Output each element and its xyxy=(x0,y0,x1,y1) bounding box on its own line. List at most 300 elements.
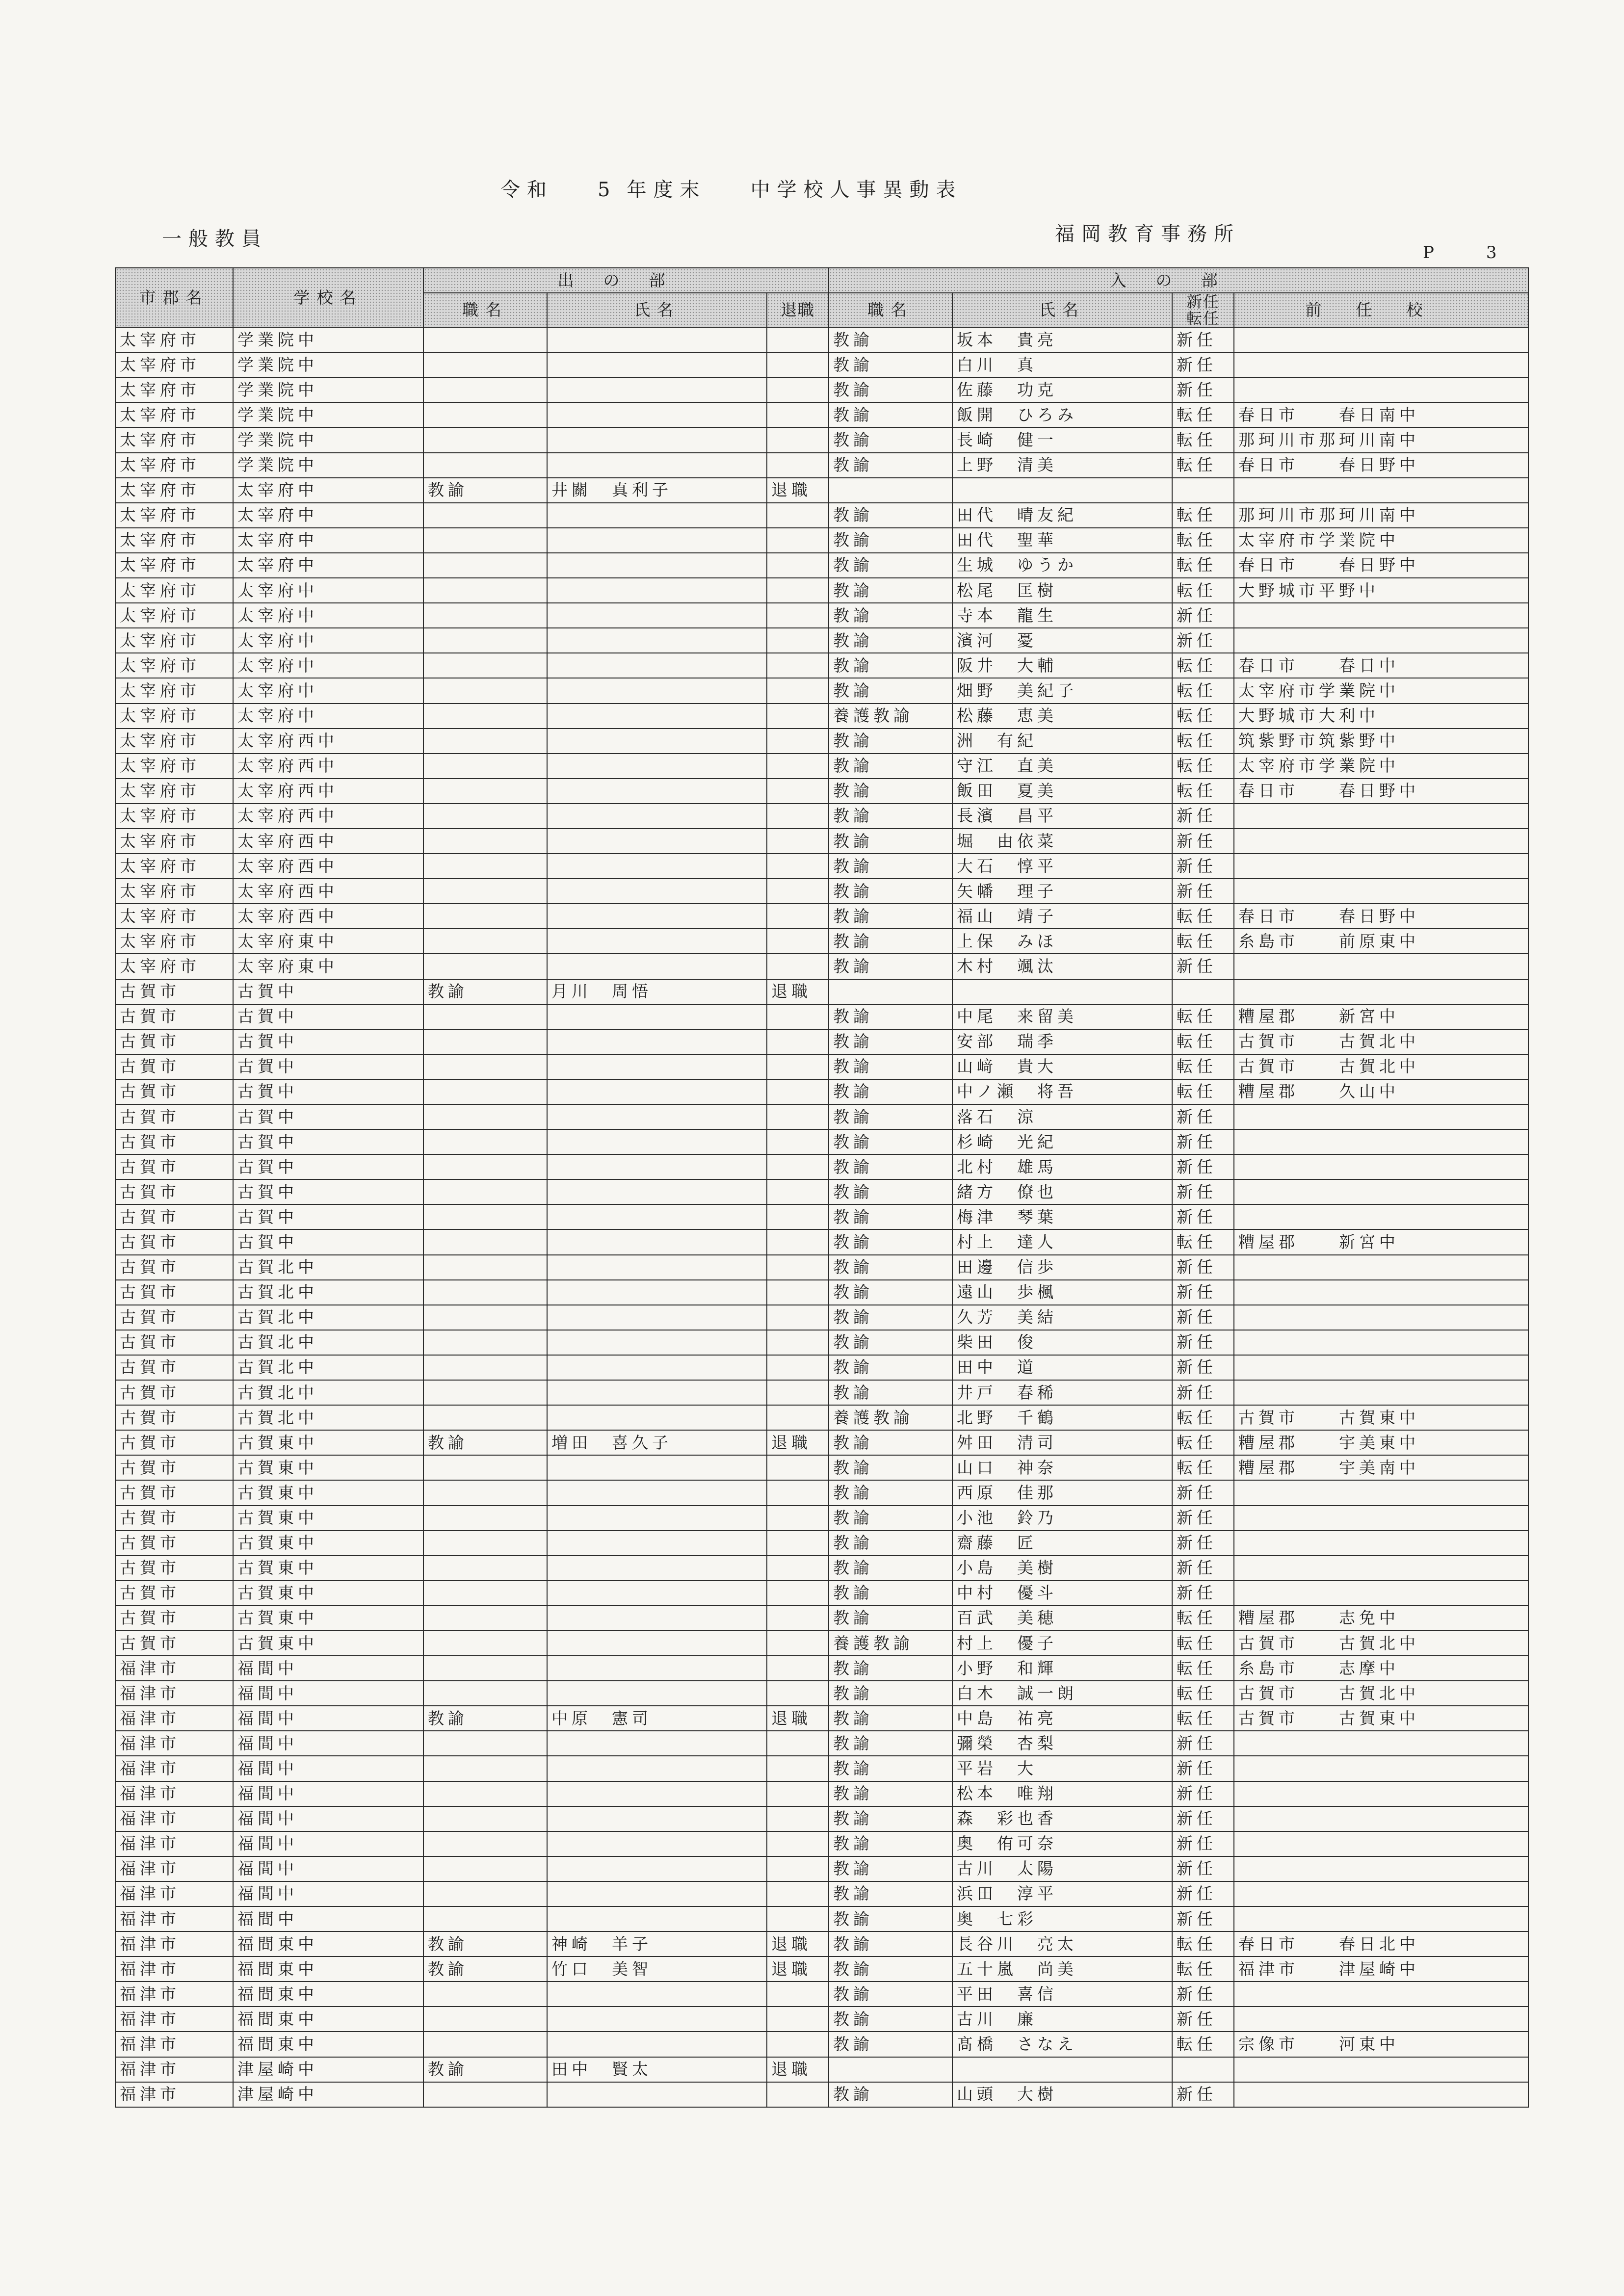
out-position-cell xyxy=(423,1606,547,1631)
out-position-cell xyxy=(423,1079,547,1104)
table-row xyxy=(115,804,1528,829)
table-row xyxy=(115,904,1528,929)
out-name-cell xyxy=(547,1856,767,1881)
school-cell: 太宰府中 xyxy=(233,553,423,578)
in-position-cell: 教諭 xyxy=(829,1506,952,1531)
out-retire-cell xyxy=(767,1581,829,1606)
city-cell: 太宰府市 xyxy=(115,427,233,452)
out-retire-cell: 退職 xyxy=(767,1430,829,1455)
city-cell: 福津市 xyxy=(115,1806,233,1831)
out-name-cell xyxy=(547,1280,767,1305)
out-retire-cell xyxy=(767,1405,829,1430)
in-type-cell: 新任 xyxy=(1172,1380,1234,1405)
school-cell: 古賀東中 xyxy=(233,1606,423,1631)
table-row xyxy=(115,1129,1528,1154)
city-cell: 福津市 xyxy=(115,2007,233,2032)
table-row xyxy=(115,1506,1528,1531)
out-position-cell xyxy=(423,1831,547,1856)
document-title xyxy=(500,174,1187,202)
out-retire-cell xyxy=(767,2007,829,2032)
in-name-cell: 寺本 龍生 xyxy=(952,603,1172,628)
in-type-cell: 新任 xyxy=(1172,1982,1234,2007)
school-cell: 太宰府西中 xyxy=(233,904,423,929)
out-name-cell xyxy=(547,1531,767,1556)
out-name-cell xyxy=(547,1355,767,1380)
out-retire-cell xyxy=(767,603,829,628)
in-type-cell: 新任 xyxy=(1172,1305,1234,1330)
out-position-cell xyxy=(423,729,547,754)
in-name-cell: 古川 太陽 xyxy=(952,1856,1172,1881)
school-cell: 福間東中 xyxy=(233,1957,423,1982)
school-cell: 太宰府中 xyxy=(233,653,423,678)
out-position-cell xyxy=(423,1906,547,1931)
out-name-cell xyxy=(547,678,767,703)
prev-school-cell xyxy=(1234,1255,1528,1280)
out-position-cell xyxy=(423,1330,547,1355)
city-cell: 福津市 xyxy=(115,1731,233,1756)
out-retire-cell xyxy=(767,427,829,452)
prev-school-cell xyxy=(1234,1355,1528,1380)
out-name-cell xyxy=(547,1681,767,1706)
out-position-cell xyxy=(423,1154,547,1179)
out-name-cell: 中原 憲司 xyxy=(547,1706,767,1731)
out-name-cell xyxy=(547,929,767,954)
out-position-cell: 教諭 xyxy=(423,1430,547,1455)
city-cell: 古賀市 xyxy=(115,979,233,1004)
school-cell: 太宰府中 xyxy=(233,478,423,503)
table-body xyxy=(115,327,1528,2107)
col-in-name-header: 氏名 xyxy=(952,293,1172,327)
city-cell: 古賀市 xyxy=(115,1581,233,1606)
in-name-cell: 堀 由依菜 xyxy=(952,829,1172,854)
city-cell: 太宰府市 xyxy=(115,453,233,478)
col-school-header: 学校名 xyxy=(233,268,423,327)
school-cell: 古賀北中 xyxy=(233,1255,423,1280)
out-position-cell: 教諭 xyxy=(423,2057,547,2082)
school-cell: 福間東中 xyxy=(233,1982,423,2007)
out-retire-cell xyxy=(767,327,829,352)
out-retire-cell xyxy=(767,1255,829,1280)
in-name-cell: 松尾 匡樹 xyxy=(952,578,1172,603)
out-retire-cell xyxy=(767,653,829,678)
school-cell: 太宰府中 xyxy=(233,603,423,628)
prev-school-cell: 春日市 春日野中 xyxy=(1234,453,1528,478)
city-cell: 古賀市 xyxy=(115,1556,233,1581)
in-type-cell: 新任 xyxy=(1172,1831,1234,1856)
table-row xyxy=(115,829,1528,854)
out-name-cell xyxy=(547,854,767,879)
out-position-cell xyxy=(423,2007,547,2032)
school-cell: 古賀中 xyxy=(233,1204,423,1229)
school-cell: 福間東中 xyxy=(233,2007,423,2032)
in-position-cell: 養護教諭 xyxy=(829,1405,952,1430)
out-retire-cell xyxy=(767,929,829,954)
city-cell: 古賀市 xyxy=(115,1154,233,1179)
prev-school-cell xyxy=(1234,1806,1528,1831)
in-position-cell: 教諭 xyxy=(829,1706,952,1731)
in-type-cell: 転任 xyxy=(1172,754,1234,779)
city-cell: 福津市 xyxy=(115,1982,233,2007)
in-type-cell: 新任 xyxy=(1172,1881,1234,1906)
in-type-cell: 新任 xyxy=(1172,1154,1234,1179)
in-name-cell: 平岩 大 xyxy=(952,1756,1172,1781)
school-cell: 福間中 xyxy=(233,1756,423,1781)
in-type-cell: 新任 xyxy=(1172,377,1234,402)
prev-school-cell xyxy=(1234,628,1528,653)
in-type-cell: 転任 xyxy=(1172,503,1234,528)
in-position-cell: 教諭 xyxy=(829,1380,952,1405)
prev-school-cell: 太宰府市学業院中 xyxy=(1234,754,1528,779)
out-retire-cell xyxy=(767,754,829,779)
out-name-cell xyxy=(547,578,767,603)
out-retire-cell xyxy=(767,1455,829,1480)
col-in-position-header: 職名 xyxy=(829,293,952,327)
city-cell: 福津市 xyxy=(115,2057,233,2082)
in-type-cell: 転任 xyxy=(1172,1455,1234,1480)
prev-school-cell xyxy=(1234,478,1528,503)
out-position-cell: 教諭 xyxy=(423,979,547,1004)
school-cell: 福間中 xyxy=(233,1906,423,1931)
prev-school-cell: 春日市 春日北中 xyxy=(1234,1931,1528,1957)
in-type-cell: 転任 xyxy=(1172,427,1234,452)
in-name-cell: 大石 惇平 xyxy=(952,854,1172,879)
out-retire-cell xyxy=(767,879,829,904)
city-cell: 太宰府市 xyxy=(115,628,233,653)
school-cell: 古賀中 xyxy=(233,979,423,1004)
city-cell: 福津市 xyxy=(115,1781,233,1806)
out-position-cell xyxy=(423,1781,547,1806)
prev-school-cell xyxy=(1234,1380,1528,1405)
prev-school-cell xyxy=(1234,2082,1528,2107)
prev-school-cell xyxy=(1234,954,1528,979)
out-retire-cell xyxy=(767,503,829,528)
in-position-cell: 教諭 xyxy=(829,1029,952,1054)
in-position-cell: 教諭 xyxy=(829,603,952,628)
table-row xyxy=(115,1706,1528,1731)
in-name-cell: 柴田 俊 xyxy=(952,1330,1172,1355)
out-position-cell xyxy=(423,1129,547,1154)
table-row xyxy=(115,1931,1528,1957)
out-retire-cell xyxy=(767,829,829,854)
city-cell: 古賀市 xyxy=(115,1179,233,1204)
table-row xyxy=(115,1154,1528,1179)
school-cell: 古賀北中 xyxy=(233,1355,423,1380)
in-position-cell: 教諭 xyxy=(829,1606,952,1631)
in-name-cell: 田邊 信歩 xyxy=(952,1255,1172,1280)
out-name-cell xyxy=(547,653,767,678)
prev-school-cell xyxy=(1234,1506,1528,1531)
out-retire-cell xyxy=(767,1631,829,1656)
school-cell: 古賀北中 xyxy=(233,1330,423,1355)
in-position-cell: 教諭 xyxy=(829,829,952,854)
out-name-cell xyxy=(547,427,767,452)
prev-school-cell xyxy=(1234,603,1528,628)
city-cell: 古賀市 xyxy=(115,1355,233,1380)
in-type-cell: 転任 xyxy=(1172,1004,1234,1029)
school-cell: 学業院中 xyxy=(233,352,423,377)
school-cell: 福間中 xyxy=(233,1656,423,1681)
city-cell: 福津市 xyxy=(115,1706,233,1731)
out-retire-cell xyxy=(767,1229,829,1254)
prev-school-cell: 福津市 津屋崎中 xyxy=(1234,1957,1528,1982)
prev-school-cell: 糟屋郡 新宮中 xyxy=(1234,1004,1528,1029)
table-row xyxy=(115,453,1528,478)
prev-school-cell xyxy=(1234,327,1528,352)
in-type-cell: 新任 xyxy=(1172,1806,1234,1831)
out-name-cell xyxy=(547,628,767,653)
prev-school-cell xyxy=(1234,804,1528,829)
in-name-cell: 遠山 歩楓 xyxy=(952,1280,1172,1305)
school-cell: 古賀北中 xyxy=(233,1305,423,1330)
table-row xyxy=(115,704,1528,729)
prev-school-cell: 太宰府市学業院中 xyxy=(1234,528,1528,553)
table-row xyxy=(115,1957,1528,1982)
out-position-cell xyxy=(423,1179,547,1204)
city-cell: 古賀市 xyxy=(115,1531,233,1556)
table-row xyxy=(115,1731,1528,1756)
table-row xyxy=(115,1355,1528,1380)
out-position-cell xyxy=(423,1355,547,1380)
in-position-cell: 教諭 xyxy=(829,1204,952,1229)
out-retire-cell xyxy=(767,1756,829,1781)
out-retire-cell xyxy=(767,352,829,377)
table-row xyxy=(115,2082,1528,2107)
city-cell: 太宰府市 xyxy=(115,729,233,754)
out-name-cell xyxy=(547,704,767,729)
out-retire-cell: 退職 xyxy=(767,1957,829,1982)
year-suffix: 年度末 xyxy=(627,179,707,201)
prev-school-cell xyxy=(1234,1330,1528,1355)
in-position-cell: 教諭 xyxy=(829,2007,952,2032)
table-row xyxy=(115,1781,1528,1806)
out-position-cell xyxy=(423,779,547,804)
in-position-cell: 教諭 xyxy=(829,1881,952,1906)
prev-school-cell: 那珂川市那珂川南中 xyxy=(1234,503,1528,528)
out-name-cell xyxy=(547,2007,767,2032)
in-type-cell: 新任 xyxy=(1172,352,1234,377)
city-cell: 福津市 xyxy=(115,1856,233,1881)
city-cell: 太宰府市 xyxy=(115,503,233,528)
in-position-cell: 教諭 xyxy=(829,1129,952,1154)
in-position-cell: 教諭 xyxy=(829,954,952,979)
in-type-cell xyxy=(1172,979,1234,1004)
school-cell: 太宰府西中 xyxy=(233,729,423,754)
city-cell: 福津市 xyxy=(115,1931,233,1957)
school-cell: 福間中 xyxy=(233,1881,423,1906)
in-position-cell: 教諭 xyxy=(829,1054,952,1079)
in-position-cell: 教諭 xyxy=(829,628,952,653)
prev-school-cell xyxy=(1234,1831,1528,1856)
prev-school-cell: 宗像市 河東中 xyxy=(1234,2032,1528,2057)
school-cell: 古賀北中 xyxy=(233,1280,423,1305)
table-row xyxy=(115,1982,1528,2007)
in-position-cell: 教諭 xyxy=(829,879,952,904)
in-type-cell xyxy=(1172,478,1234,503)
table-row xyxy=(115,1480,1528,1505)
in-type-cell: 転任 xyxy=(1172,578,1234,603)
city-cell: 太宰府市 xyxy=(115,603,233,628)
out-name-cell xyxy=(547,1731,767,1756)
in-position-cell: 教諭 xyxy=(829,1957,952,1982)
page-label: P xyxy=(1423,243,1437,262)
prev-school-cell: 春日市 春日野中 xyxy=(1234,779,1528,804)
out-position-cell xyxy=(423,1305,547,1330)
in-position-cell: 教諭 xyxy=(829,678,952,703)
in-position-cell: 教諭 xyxy=(829,1455,952,1480)
in-name-cell: 白川 真 xyxy=(952,352,1172,377)
city-cell: 福津市 xyxy=(115,2032,233,2057)
in-name-cell: 田中 道 xyxy=(952,1355,1172,1380)
table-row xyxy=(115,1606,1528,1631)
out-position-cell xyxy=(423,1455,547,1480)
in-name-cell: 彌榮 杏梨 xyxy=(952,1731,1172,1756)
school-cell: 古賀中 xyxy=(233,1229,423,1254)
in-position-cell: 教諭 xyxy=(829,1931,952,1957)
header-row-1 xyxy=(115,268,1528,293)
in-name-cell: 白木 誠一朗 xyxy=(952,1681,1172,1706)
in-position-cell: 教諭 xyxy=(829,1806,952,1831)
out-retire-cell xyxy=(767,854,829,879)
in-position-cell: 教諭 xyxy=(829,1330,952,1355)
in-position-cell: 教諭 xyxy=(829,1480,952,1505)
in-name-cell xyxy=(952,478,1172,503)
in-position-cell: 教諭 xyxy=(829,1581,952,1606)
out-retire-cell xyxy=(767,2032,829,2057)
col-out-position-header: 職名 xyxy=(423,293,547,327)
in-position-cell: 教諭 xyxy=(829,1556,952,1581)
out-retire-cell xyxy=(767,1881,829,1906)
out-position-cell xyxy=(423,1881,547,1906)
out-name-cell xyxy=(547,1305,767,1330)
in-type-cell: 転任 xyxy=(1172,1029,1234,1054)
in-name-cell: 木村 颯汰 xyxy=(952,954,1172,979)
city-cell: 古賀市 xyxy=(115,1229,233,1254)
city-cell: 古賀市 xyxy=(115,1455,233,1480)
table-row xyxy=(115,1531,1528,1556)
out-name-cell xyxy=(547,1881,767,1906)
col-prev-school-header: 前任校 xyxy=(1234,293,1528,327)
out-name-cell xyxy=(547,1631,767,1656)
prev-school-cell: 糟屋郡 志免中 xyxy=(1234,1606,1528,1631)
out-position-cell xyxy=(423,528,547,553)
out-retire-cell xyxy=(767,1656,829,1681)
out-name-cell xyxy=(547,1054,767,1079)
school-cell: 太宰府中 xyxy=(233,578,423,603)
out-retire-cell xyxy=(767,1079,829,1104)
in-name-cell: 上保 みほ xyxy=(952,929,1172,954)
out-name-cell: 井關 真利子 xyxy=(547,478,767,503)
out-position-cell xyxy=(423,503,547,528)
in-name-cell: 飯田 夏美 xyxy=(952,779,1172,804)
city-cell: 福津市 xyxy=(115,1656,233,1681)
table-row xyxy=(115,1004,1528,1029)
city-cell: 太宰府市 xyxy=(115,879,233,904)
in-position-cell: 教諭 xyxy=(829,1255,952,1280)
in-type-cell: 新任 xyxy=(1172,1756,1234,1781)
table-row xyxy=(115,1856,1528,1881)
in-type-cell: 新任 xyxy=(1172,1280,1234,1305)
out-name-cell xyxy=(547,453,767,478)
out-retire-cell xyxy=(767,678,829,703)
out-name-cell xyxy=(547,1581,767,1606)
prev-school-cell: 糟屋郡 久山中 xyxy=(1234,1079,1528,1104)
city-cell: 太宰府市 xyxy=(115,904,233,929)
school-cell: 太宰府西中 xyxy=(233,854,423,879)
out-position-cell xyxy=(423,1806,547,1831)
in-name-cell: 山口 神奈 xyxy=(952,1455,1172,1480)
in-name-cell: 小池 鈴乃 xyxy=(952,1506,1172,1531)
table-row xyxy=(115,503,1528,528)
prev-school-cell xyxy=(1234,1881,1528,1906)
in-name-cell: 山﨑 貴大 xyxy=(952,1054,1172,1079)
table-row xyxy=(115,1681,1528,1706)
city-cell: 古賀市 xyxy=(115,1506,233,1531)
in-name-cell: 上野 清美 xyxy=(952,453,1172,478)
prev-school-cell xyxy=(1234,1480,1528,1505)
in-position-cell: 教諭 xyxy=(829,729,952,754)
table-row xyxy=(115,427,1528,452)
city-cell: 古賀市 xyxy=(115,1054,233,1079)
out-retire-cell: 退職 xyxy=(767,478,829,503)
out-retire-cell xyxy=(767,377,829,402)
table-row xyxy=(115,1881,1528,1906)
prev-school-cell xyxy=(1234,1756,1528,1781)
in-position-cell: 教諭 xyxy=(829,779,952,804)
prev-school-cell: 糸島市 志摩中 xyxy=(1234,1656,1528,1681)
out-retire-cell xyxy=(767,779,829,804)
out-name-cell xyxy=(547,553,767,578)
prev-school-cell: 古賀市 古賀北中 xyxy=(1234,1681,1528,1706)
out-position-cell xyxy=(423,929,547,954)
in-position-cell: 教諭 xyxy=(829,553,952,578)
prev-school-cell xyxy=(1234,1204,1528,1229)
school-cell: 太宰府東中 xyxy=(233,929,423,954)
out-retire-cell xyxy=(767,1280,829,1305)
out-position-cell xyxy=(423,1204,547,1229)
page-number-value: 3 xyxy=(1486,243,1500,262)
out-name-cell: 竹口 美智 xyxy=(547,1957,767,1982)
out-name-cell xyxy=(547,1179,767,1204)
prev-school-cell xyxy=(1234,1731,1528,1756)
school-cell: 古賀東中 xyxy=(233,1531,423,1556)
in-type-cell: 新任 xyxy=(1172,829,1234,854)
school-cell: 福間中 xyxy=(233,1781,423,1806)
in-type-cell: 転任 xyxy=(1172,1631,1234,1656)
out-retire-cell xyxy=(767,1781,829,1806)
city-cell: 古賀市 xyxy=(115,1380,233,1405)
school-cell: 古賀中 xyxy=(233,1029,423,1054)
in-name-cell xyxy=(952,979,1172,1004)
in-name-cell: 平田 喜信 xyxy=(952,1982,1172,2007)
out-position-cell xyxy=(423,1029,547,1054)
in-type-cell: 転任 xyxy=(1172,528,1234,553)
in-type-cell: 新任 xyxy=(1172,1531,1234,1556)
out-name-cell: 田中 賢太 xyxy=(547,2057,767,2082)
table-row xyxy=(115,1330,1528,1355)
school-cell: 学業院中 xyxy=(233,377,423,402)
out-retire-cell xyxy=(767,1104,829,1129)
city-cell: 福津市 xyxy=(115,1906,233,1931)
out-retire-cell xyxy=(767,729,829,754)
city-cell: 古賀市 xyxy=(115,1305,233,1330)
out-retire-cell xyxy=(767,954,829,979)
school-cell: 古賀中 xyxy=(233,1104,423,1129)
era-label: 令和 xyxy=(500,179,553,201)
out-retire-cell xyxy=(767,528,829,553)
table-row xyxy=(115,1906,1528,1931)
in-name-cell: 小野 和輝 xyxy=(952,1656,1172,1681)
table-row xyxy=(115,1305,1528,1330)
